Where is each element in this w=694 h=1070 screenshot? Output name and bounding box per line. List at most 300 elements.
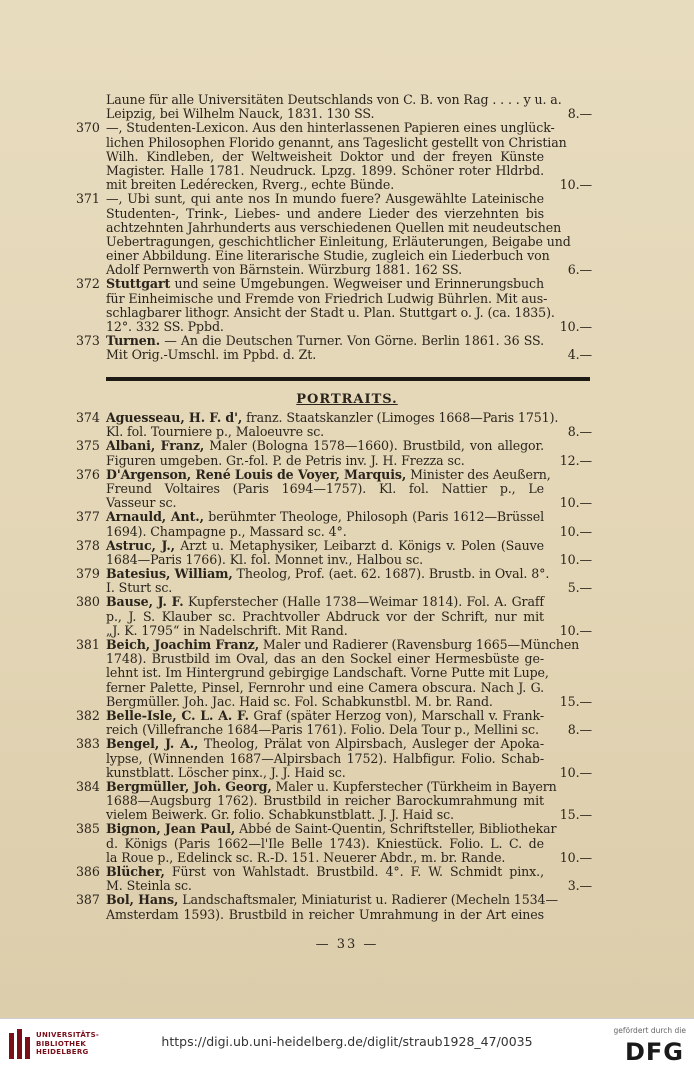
entry-heading: Bergmüller, Joh. Georg, xyxy=(106,778,272,794)
entry-line xyxy=(76,482,592,496)
entry-description: berühmter Theologe, Philosoph (Paris 1612—Brüssel xyxy=(203,509,544,525)
entry-price xyxy=(544,439,592,453)
entries-block-top xyxy=(76,93,592,363)
entry-price xyxy=(547,292,595,306)
entry-price: 8.— xyxy=(567,424,592,440)
entry-line xyxy=(76,178,592,192)
entry-description: Fürst von Wahlstadt. Brustbild. 4°. F. W. Schmidt pinx., xyxy=(164,864,544,879)
entry-heading: Blücher, xyxy=(106,864,165,879)
entry-line xyxy=(76,879,592,893)
entry-text xyxy=(106,150,544,164)
entry-text xyxy=(106,709,544,723)
entry-price xyxy=(544,610,592,624)
entry-text xyxy=(106,306,555,320)
entry-line xyxy=(76,553,592,567)
entry-number: 385 xyxy=(76,821,100,837)
entry-text xyxy=(106,567,549,581)
entry-price xyxy=(544,277,592,291)
entry-number xyxy=(76,610,106,624)
entry-number xyxy=(76,425,106,439)
entry-description: achtzehnten Jahrhunderts aus verschiedenen Quellen mit neudeutschen xyxy=(106,219,562,235)
entry-number xyxy=(76,525,106,539)
entry-text xyxy=(106,780,557,794)
entry-number: 372 xyxy=(76,276,100,292)
entry-line xyxy=(76,334,592,348)
entry-line xyxy=(76,249,592,263)
permalink-url[interactable]: https://digi.ub.uni-heidelberg.de/diglit/straub1928_47/0035 xyxy=(161,1034,533,1049)
entry-text xyxy=(106,581,544,595)
entry-number xyxy=(76,292,106,306)
entry-description: Kupferstecher (Halle 1738—Weimar 1814). Fol. A. Graff xyxy=(183,594,544,610)
entry-price xyxy=(544,794,592,808)
entry-number xyxy=(76,752,106,766)
entry-text xyxy=(106,482,544,496)
entry-line xyxy=(76,638,592,652)
entry-line xyxy=(76,468,592,482)
entry-line xyxy=(76,695,592,709)
entry-number: 382 xyxy=(76,707,100,723)
entry-line xyxy=(76,510,592,524)
entry-description: lichen Philosophen Florido genannt, ans Tageslicht gestellt von Christian xyxy=(106,134,567,150)
entry-text xyxy=(106,822,556,836)
entries-block-portraits xyxy=(76,411,592,922)
entry-text xyxy=(106,425,544,439)
entry-number xyxy=(76,348,106,362)
entry-description: Kl. fol. Tourniere p., Maloeuvre sc. xyxy=(106,424,325,440)
entry-text xyxy=(106,794,544,808)
entry-number xyxy=(76,207,106,221)
entry-heading: Bause, J. F. xyxy=(106,594,184,610)
entry-description: 1684—Paris 1766). Kl. fol. Monnet inv., Halbou sc. xyxy=(106,551,424,567)
page-number: — 33 — xyxy=(315,937,379,952)
entry-line xyxy=(76,808,592,822)
entry-description: Arzt u. Metaphysiker, Leibarzt d. Königs v. Polen (Sauve xyxy=(174,537,544,553)
entry-price xyxy=(549,567,597,581)
entry-number: 371 xyxy=(76,191,100,207)
entry-price xyxy=(544,192,592,206)
entry-text xyxy=(106,837,544,851)
entry-description: Amsterdam 1593). Brustbild in reicher Umrahmung in der Art eines xyxy=(106,906,544,922)
entry-price xyxy=(555,306,603,320)
entry-number: 384 xyxy=(76,778,100,794)
entry-line xyxy=(76,439,592,453)
entry-number xyxy=(76,306,106,320)
entry-description: Minister des Aeußern, xyxy=(406,466,551,482)
entry-description: Mit Orig.-Umschl. im Ppbd. d. Zt. xyxy=(106,347,317,363)
entry-number: 386 xyxy=(76,864,100,879)
entry-price: 10.— xyxy=(559,622,592,638)
entry-number xyxy=(76,624,106,638)
entry-text xyxy=(106,808,544,822)
entry-text xyxy=(106,292,547,306)
entry-text xyxy=(106,624,544,638)
entry-text xyxy=(106,207,544,221)
entry-number xyxy=(76,851,106,865)
entry-text xyxy=(106,320,544,334)
entry-description: 1694). Champagne p., Massard sc. 4°. xyxy=(106,523,347,539)
entry-description: ferner Palette, Pinsel, Fernrohr und eine Camera obscura. Nach J. G. xyxy=(106,679,544,695)
entry-number xyxy=(76,249,106,263)
entry-text xyxy=(106,121,555,135)
entry-price xyxy=(544,510,592,524)
entry-line xyxy=(76,567,592,581)
entry-price xyxy=(544,150,592,164)
viewer-footer xyxy=(0,1018,694,1070)
entry-text xyxy=(106,235,571,249)
entry-price xyxy=(557,780,605,794)
entry-number xyxy=(76,695,106,709)
entry-price xyxy=(562,93,610,107)
entry-number xyxy=(76,652,106,666)
entry-line xyxy=(76,348,592,362)
entry-description: für Einheimische und Fremde von Friedrich Ludwig Bührlen. Mit aus- xyxy=(106,290,548,306)
entry-text xyxy=(106,263,544,277)
entry-text xyxy=(106,348,544,362)
entry-text xyxy=(106,638,579,652)
entry-heading: Arnauld, Ant., xyxy=(106,509,204,525)
entry-price xyxy=(579,638,627,652)
entry-heading: Bignon, Jean Paul, xyxy=(106,821,236,837)
entry-price xyxy=(558,893,606,907)
entry-price: 15.— xyxy=(559,693,592,709)
entry-price xyxy=(558,411,606,425)
entry-text xyxy=(106,695,544,709)
dfg-logo: DFG xyxy=(624,1038,684,1066)
entry-description: —, Studenten-Lexicon. Aus den hinterlassenen Papieren eines unglück- xyxy=(106,120,555,136)
entry-description: Maler u. Kupferstecher (Türkheim in Bayern xyxy=(271,778,557,794)
entry-line xyxy=(76,851,592,865)
entry-price xyxy=(544,207,592,221)
entry-number xyxy=(76,320,106,334)
entry-text xyxy=(106,610,544,624)
entry-number: 379 xyxy=(76,566,100,582)
entry-text xyxy=(106,454,544,468)
entry-description: Freund Voltaires (Paris 1694—1757). Kl. fol. Nattier p., Le xyxy=(106,480,544,496)
entry-description: M. Steinla sc. xyxy=(106,878,192,894)
entry-description: Graf (später Herzog von), Marschall v. Frank- xyxy=(248,707,544,723)
entry-number xyxy=(76,482,106,496)
entry-text xyxy=(106,439,544,453)
entry-number: 370 xyxy=(76,120,100,136)
entry-line xyxy=(76,454,592,468)
entry-line xyxy=(76,652,592,666)
entry-line xyxy=(76,425,592,439)
entry-description: einer Abbildung. Eine literarische Studie, zugleich ein Liederbuch von xyxy=(106,248,550,264)
entry-price xyxy=(556,822,604,836)
entry-line xyxy=(76,263,592,277)
entry-description: und seine Umgebungen. Wegweiser und Erinnerungsbuch xyxy=(170,276,544,292)
entry-text xyxy=(106,192,544,206)
entry-number xyxy=(76,666,106,680)
library-name: UNIVERSITÄTS- BIBLIOTHEK HEIDELBERG xyxy=(36,1031,100,1056)
entry-line xyxy=(76,624,592,638)
entry-number xyxy=(76,263,106,277)
entry-text xyxy=(106,164,544,178)
entry-number xyxy=(76,879,106,893)
double-rule xyxy=(106,377,590,381)
entry-description: Adolf Pernwerth von Bärnstein. Würzburg 1881. 162 SS. xyxy=(106,262,463,278)
entry-line xyxy=(76,822,592,836)
entry-heading: Astruc, J., xyxy=(106,537,175,553)
entry-number: 376 xyxy=(76,466,100,482)
entry-line xyxy=(76,780,592,794)
entry-number xyxy=(76,150,106,164)
entry-description: Magister. Halle 1781. Neudruck. Lpzg. 1899. Schöner roter Hldrbd. xyxy=(106,162,544,178)
entry-price: 10.— xyxy=(559,764,592,780)
entry-text xyxy=(106,865,544,879)
entry-price xyxy=(544,164,592,178)
section-heading: PORTRAITS. xyxy=(296,392,398,407)
entry-price: 8.— xyxy=(567,106,592,122)
entry-price xyxy=(544,334,592,348)
entry-price xyxy=(544,482,592,496)
entry-price xyxy=(544,681,592,695)
entry-number xyxy=(76,164,106,178)
entry-heading: Albani, Franz, xyxy=(106,438,205,454)
entry-description: schlagbarer lithogr. Ansicht der Stadt u. Plan. Stuttgart o. J. (ca. 1835). xyxy=(106,304,555,320)
entry-number xyxy=(76,794,106,808)
entry-price xyxy=(544,752,592,766)
entry-text xyxy=(106,595,544,609)
entry-price: 4.— xyxy=(567,347,592,363)
entry-line xyxy=(76,150,592,164)
entry-price: 3.— xyxy=(567,878,592,894)
entry-number xyxy=(76,908,106,922)
entry-number xyxy=(76,93,106,107)
entry-text xyxy=(106,766,544,780)
entry-price: 15.— xyxy=(559,807,592,823)
entry-number: 373 xyxy=(76,333,100,349)
entry-price xyxy=(544,837,592,851)
entry-line xyxy=(76,610,592,624)
entry-description: 1688—Augsburg 1762). Brustbild in reicher Barockumrahmung mit xyxy=(106,793,544,809)
entry-line xyxy=(76,207,592,221)
entry-price: 8.— xyxy=(567,722,592,738)
entry-description: la Roue p., Edelinck sc. R.-D. 151. Neuerer Abdr., m. br. Rande. xyxy=(106,849,506,865)
entry-text xyxy=(106,652,544,666)
entry-number: 377 xyxy=(76,509,100,525)
entry-description: Laune für alle Universitäten Deutschlands von C. B. von Rag . . . . y u. a. xyxy=(106,92,562,107)
entry-price xyxy=(544,908,592,922)
entry-price xyxy=(544,737,592,751)
entry-heading: Turnen. xyxy=(106,333,161,349)
entry-price: 6.— xyxy=(567,262,592,278)
entry-description: 12°. 332 SS. Ppbd. xyxy=(106,319,224,334)
entry-number xyxy=(76,221,106,235)
entry-text xyxy=(106,525,544,539)
entry-price xyxy=(544,652,592,666)
entry-number xyxy=(76,178,106,192)
entry-heading: D'Argenson, René Louis de Voyer, Marquis, xyxy=(106,466,407,482)
entry-price xyxy=(544,865,592,879)
entry-number: 374 xyxy=(76,410,100,425)
entry-line xyxy=(76,306,592,320)
entry-text xyxy=(106,752,544,766)
entry-text xyxy=(106,496,544,510)
entry-description: mit breiten Ledérecken, Rverg., echte Bünde. xyxy=(106,177,395,193)
entry-description: lehnt ist. Im Hintergrund gebirgige Landschaft. Vorne Putte mit Lupe, xyxy=(106,665,549,681)
entry-number xyxy=(76,107,106,121)
entry-description: Maler und Radierer (Ravensburg 1665—München xyxy=(258,637,580,652)
entry-text xyxy=(106,553,544,567)
entry-number xyxy=(76,837,106,851)
entry-price xyxy=(549,666,597,680)
entry-description: reich (Villefranche 1684—Paris 1761). Folio. Dela Tour p., Mellini sc. xyxy=(106,722,539,738)
entry-line xyxy=(76,666,592,680)
entry-description: I. Sturt sc. xyxy=(106,580,173,596)
entry-heading: Stuttgart xyxy=(106,276,171,292)
entry-description: kunstblatt. Löscher pinx., J. J. Haid sc. xyxy=(106,764,346,780)
entry-text xyxy=(106,221,561,235)
entry-text xyxy=(106,723,544,737)
entry-line xyxy=(76,908,592,922)
entry-line xyxy=(76,723,592,737)
entry-description: d. Königs (Paris 1662—l'Ile Belle 1743). Kniestück. Folio. L. C. de xyxy=(106,835,544,851)
entry-text xyxy=(106,681,544,695)
entry-line xyxy=(76,525,592,539)
entry-price xyxy=(567,136,615,150)
entry-line xyxy=(76,192,592,206)
entry-text xyxy=(106,178,544,192)
entry-price xyxy=(544,539,592,553)
entry-line xyxy=(76,837,592,851)
entry-description: 1748). Brustbild im Oval, das an den Sockel einer Hermesbüste ge- xyxy=(106,651,544,667)
entry-text xyxy=(106,666,549,680)
entry-description: Wilh. Kindleben, der Weltweisheit Doktor und der freyen Künste xyxy=(106,148,544,164)
entry-line xyxy=(76,794,592,808)
entry-number xyxy=(76,454,106,468)
entry-line xyxy=(76,121,592,135)
entry-number xyxy=(76,496,106,510)
entry-line xyxy=(76,164,592,178)
entry-price xyxy=(555,121,603,135)
entry-description: —, Ubi sunt, qui ante nos In mundo fuere? Ausgewählte Lateinische xyxy=(106,191,544,207)
entry-number xyxy=(76,235,106,249)
entry-price xyxy=(551,468,599,482)
entry-description: „J. K. 1795“ in Nadelschrift. Mit Rand. xyxy=(106,622,348,638)
entry-text xyxy=(106,893,558,907)
entry-description: p., J. S. Klauber sc. Prachtvoller Abdruck vor der Schrift, nur mit xyxy=(106,608,544,624)
entry-line xyxy=(76,320,592,334)
entry-description: Figuren umgeben. Gr.-fol. P. de Petris inv. J. H. Frezza sc. xyxy=(106,452,465,468)
entry-line xyxy=(76,681,592,695)
entry-description: Abbé de Saint-Quentin, Schriftsteller, Bibliothekar xyxy=(235,821,557,837)
entry-description: Uebertragungen, geschichtlicher Einleitung, Erläuterungen, Beigabe und xyxy=(106,233,571,249)
funded-by-label: gefördert durch die xyxy=(613,1026,686,1035)
entry-description: Vasseur sc. xyxy=(106,495,177,511)
entry-line xyxy=(76,496,592,510)
entry-number xyxy=(76,723,106,737)
entry-number: 378 xyxy=(76,537,100,553)
entry-description: Maler (Bologna 1578—1660). Brustbild, von allegor. xyxy=(204,438,544,454)
entry-text xyxy=(106,411,558,425)
entry-line xyxy=(76,235,592,249)
entry-price: 10.— xyxy=(559,551,592,567)
entry-line xyxy=(76,865,592,879)
entry-text xyxy=(106,539,544,553)
entry-heading: Belle-Isle, C. L. A. F. xyxy=(106,707,249,723)
entry-description: vielem Beiwerk. Gr. folio. Schabkunstblatt. J. J. Haid sc. xyxy=(106,807,454,823)
entry-heading: Bol, Hans, xyxy=(106,892,179,908)
entry-price: 10.— xyxy=(559,495,592,511)
entry-description: Leipzig, bei Wilhelm Nauck, 1831. 130 SS. xyxy=(106,106,375,122)
entry-line xyxy=(76,595,592,609)
entry-number xyxy=(76,136,106,150)
entry-text xyxy=(106,468,551,482)
entry-line xyxy=(76,93,592,107)
entry-description: Theolog, Prälat von Alpirsbach, Ausleger der Apoka- xyxy=(198,736,544,752)
entry-line xyxy=(76,893,592,907)
entry-description: franz. Staatskanzler (Limoges 1668—Paris 1751). xyxy=(242,410,559,425)
entry-number: 387 xyxy=(76,892,100,908)
entry-text xyxy=(106,851,544,865)
entry-line xyxy=(76,292,592,306)
entry-price: 10.— xyxy=(559,177,592,193)
entry-number: 383 xyxy=(76,736,100,752)
entry-text xyxy=(106,249,550,263)
entry-price: 12.— xyxy=(559,452,592,468)
entry-number xyxy=(76,681,106,695)
entry-price xyxy=(544,595,592,609)
entry-text xyxy=(106,879,544,893)
entry-number xyxy=(76,808,106,822)
entry-line xyxy=(76,136,592,150)
entry-line xyxy=(76,221,592,235)
entry-price: 5.— xyxy=(567,580,592,596)
entry-number: 380 xyxy=(76,594,100,610)
entry-number: 381 xyxy=(76,637,100,652)
entry-heading: Batesius, William, xyxy=(106,566,233,582)
entry-price: 10.— xyxy=(559,319,592,334)
entry-line xyxy=(76,277,592,291)
entry-description: Theolog, Prof. (aet. 62. 1687). Brustb. in Oval. 8°. xyxy=(232,566,550,582)
entry-number xyxy=(76,553,106,567)
entry-text xyxy=(106,510,544,524)
entry-description: lypse, (Winnenden 1687—Alpirsbach 1752). Halbfigur. Folio. Schab- xyxy=(106,750,544,766)
entry-price: 10.— xyxy=(559,849,592,865)
entry-price xyxy=(571,235,619,249)
entry-text xyxy=(106,334,544,348)
entry-text xyxy=(106,277,544,291)
entry-price xyxy=(550,249,598,263)
entry-number: 375 xyxy=(76,438,100,454)
entry-price xyxy=(544,709,592,723)
entry-line xyxy=(76,539,592,553)
entry-line xyxy=(76,581,592,595)
entry-price xyxy=(561,221,609,235)
entry-text xyxy=(106,107,544,121)
entry-line xyxy=(76,766,592,780)
entry-description: Bergmüller. Joh. Jac. Haid sc. Fol. Schabkunstbl. M. br. Rand. xyxy=(106,693,493,709)
entry-heading: Aguesseau, H. F. d', xyxy=(106,410,243,425)
entry-line xyxy=(76,752,592,766)
entry-heading: Bengel, J. A., xyxy=(106,736,199,752)
entry-text xyxy=(106,737,544,751)
entry-description: — An die Deutschen Turner. Von Görne. Berlin 1861. 36 SS. xyxy=(160,333,544,349)
entry-heading: Beich, Joachim Franz, xyxy=(106,637,259,652)
entry-description: Landschaftsmaler, Miniaturist u. Radierer (Mecheln 1534— xyxy=(178,892,558,908)
entry-line xyxy=(76,709,592,723)
entry-text xyxy=(106,93,562,107)
entry-number xyxy=(76,766,106,780)
entry-number xyxy=(76,581,106,595)
entry-text xyxy=(106,136,567,150)
entry-text xyxy=(106,908,544,922)
entry-description: Studenten-, Trink-, Liebes- und andere Lieder des vierzehnten bis xyxy=(106,205,544,221)
entry-line xyxy=(76,107,592,121)
entry-price: 10.— xyxy=(559,523,592,539)
entry-line xyxy=(76,737,592,751)
